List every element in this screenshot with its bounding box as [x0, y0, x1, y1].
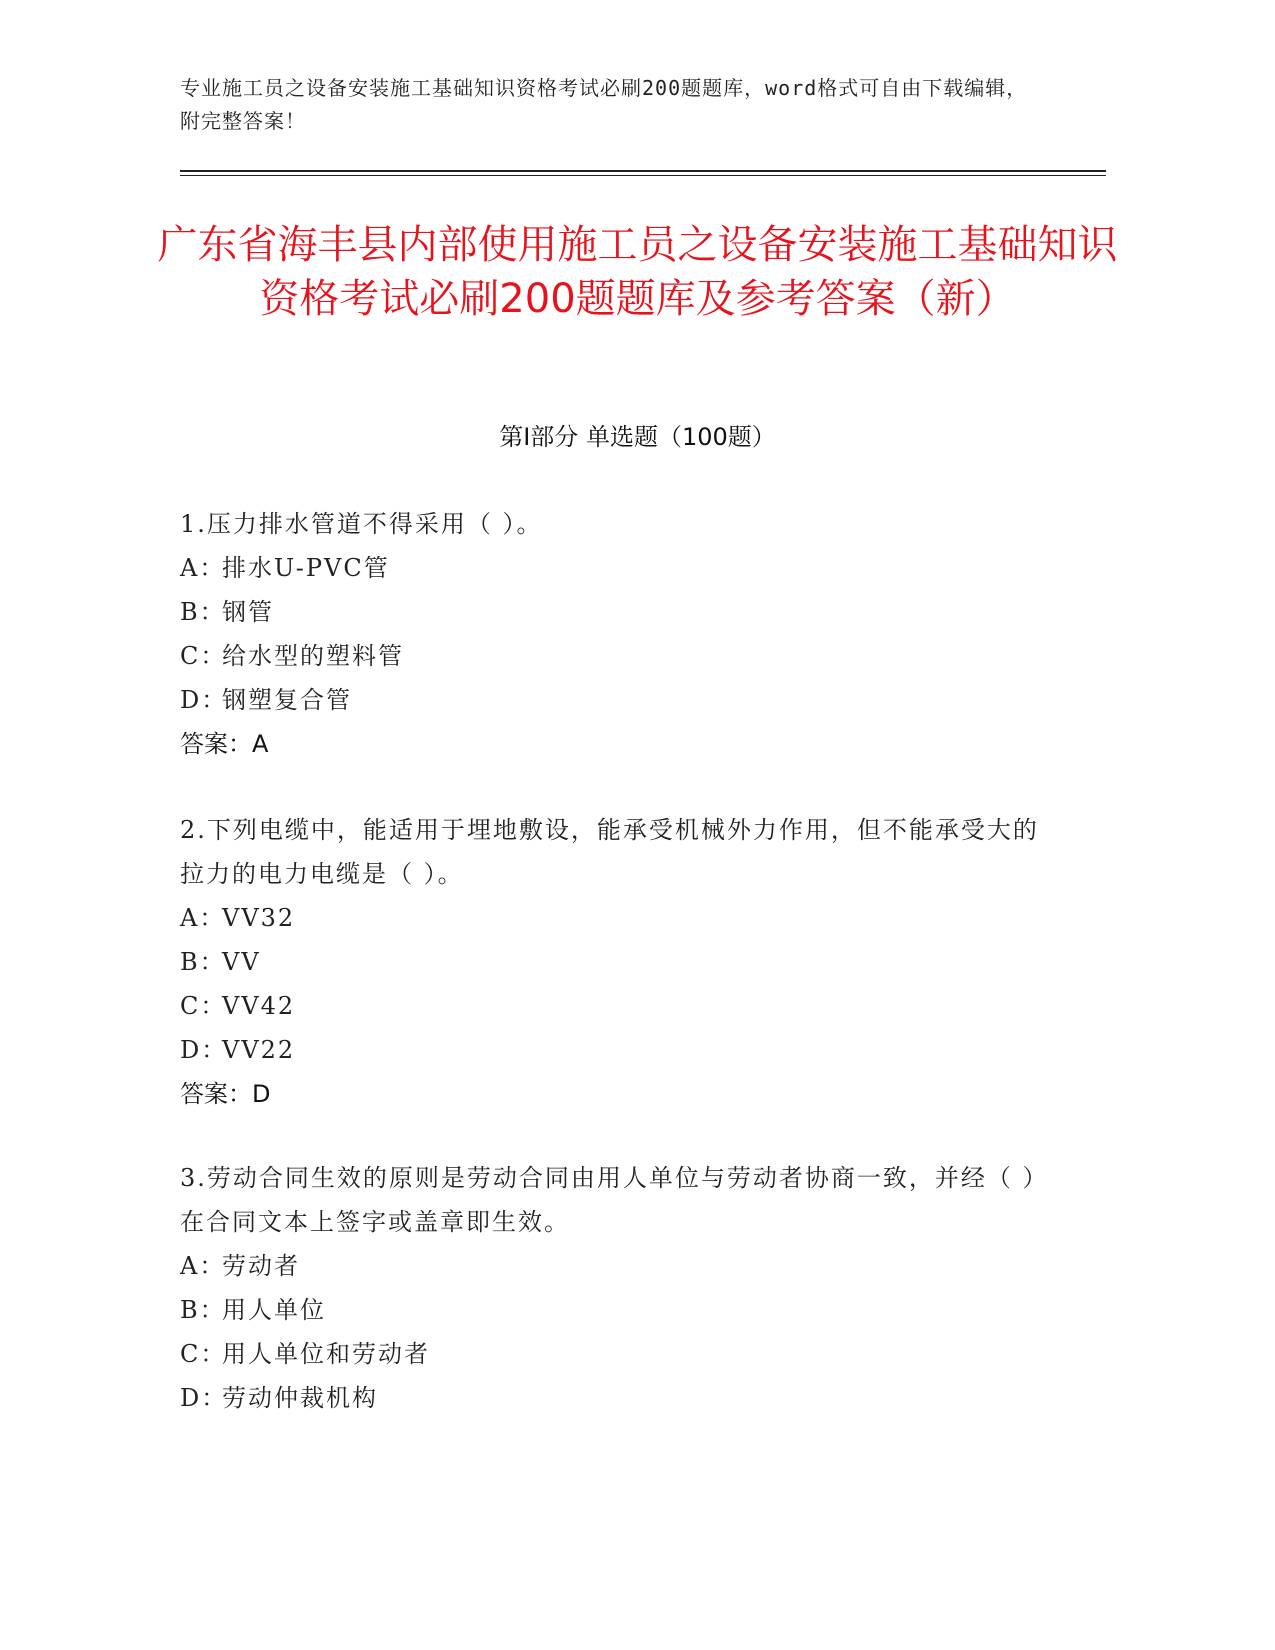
- option-text: VV22: [222, 1036, 296, 1064]
- option-b: [180, 590, 1060, 634]
- option-text: 用人单位: [222, 1296, 326, 1324]
- option-d: [180, 1376, 1060, 1420]
- option-key: C：: [180, 1340, 227, 1368]
- answer-label: 答案：: [180, 1080, 252, 1108]
- document-title: 广东省海丰县内部使用施工员之设备安装施工基础知识资格考试必刷200题题库及参考答案（新）: [157, 222, 1118, 322]
- option-c: [180, 1332, 1060, 1376]
- question-1: [180, 502, 1060, 766]
- section-title: 第Ⅰ部分 单选题（100题）: [499, 423, 776, 451]
- question-3: [180, 1156, 1060, 1420]
- answer-value: D: [252, 1080, 271, 1108]
- option-text: 排水U-PVC管: [222, 554, 390, 582]
- option-text: 钢管: [222, 598, 274, 626]
- option-c: [180, 634, 1060, 678]
- question-stem: 3.劳动合同生效的原则是劳动合同由用人单位与劳动者协商一致，并经（ ）在合同文本上签字或盖章即生效。: [180, 1164, 1049, 1236]
- option-text: VV42: [222, 992, 296, 1020]
- option-b: [180, 1288, 1060, 1332]
- option-key: C：: [180, 992, 227, 1020]
- option-c: [180, 984, 1060, 1028]
- option-key: A：: [180, 554, 226, 582]
- header-note: 专业施工员之设备安装施工基础知识资格考试必刷200题题库，word格式可自由下载编辑，附完整答案！: [180, 76, 1028, 133]
- option-b: [180, 940, 1060, 984]
- option-key: A：: [180, 904, 226, 932]
- answer-line: [180, 1072, 1060, 1116]
- option-key: B：: [180, 948, 226, 976]
- option-text: VV32: [222, 904, 296, 932]
- question-stem: 1.压力排水管道不得采用（ ）。: [180, 510, 543, 538]
- option-text: 钢塑复合管: [222, 686, 352, 714]
- answer-value: A: [252, 730, 269, 758]
- option-text: VV: [222, 948, 261, 976]
- option-a: [180, 896, 1060, 940]
- option-text: 劳动仲裁机构: [222, 1384, 378, 1412]
- answer-line: [180, 722, 1060, 766]
- answer-label: 答案：: [180, 730, 252, 758]
- option-d: [180, 678, 1060, 722]
- option-d: [180, 1028, 1060, 1072]
- question-2: [180, 808, 1060, 1116]
- option-text: 劳动者: [222, 1252, 300, 1280]
- header-divider-thin: [180, 175, 1106, 176]
- option-key: A：: [180, 1252, 226, 1280]
- option-text: 给水型的塑料管: [222, 642, 404, 670]
- option-key: D：: [180, 686, 228, 714]
- option-a: [180, 546, 1060, 590]
- option-a: [180, 1244, 1060, 1288]
- option-key: B：: [180, 1296, 226, 1324]
- header-divider-thick: [180, 170, 1106, 172]
- option-text: 用人单位和劳动者: [222, 1340, 430, 1368]
- option-key: B：: [180, 598, 226, 626]
- question-stem: 2.下列电缆中，能适用于埋地敷设，能承受机械外力作用，但不能承受大的拉力的电力电缆是（ ）。: [180, 816, 1039, 888]
- option-key: D：: [180, 1384, 228, 1412]
- option-key: D：: [180, 1036, 228, 1064]
- option-key: C：: [180, 642, 227, 670]
